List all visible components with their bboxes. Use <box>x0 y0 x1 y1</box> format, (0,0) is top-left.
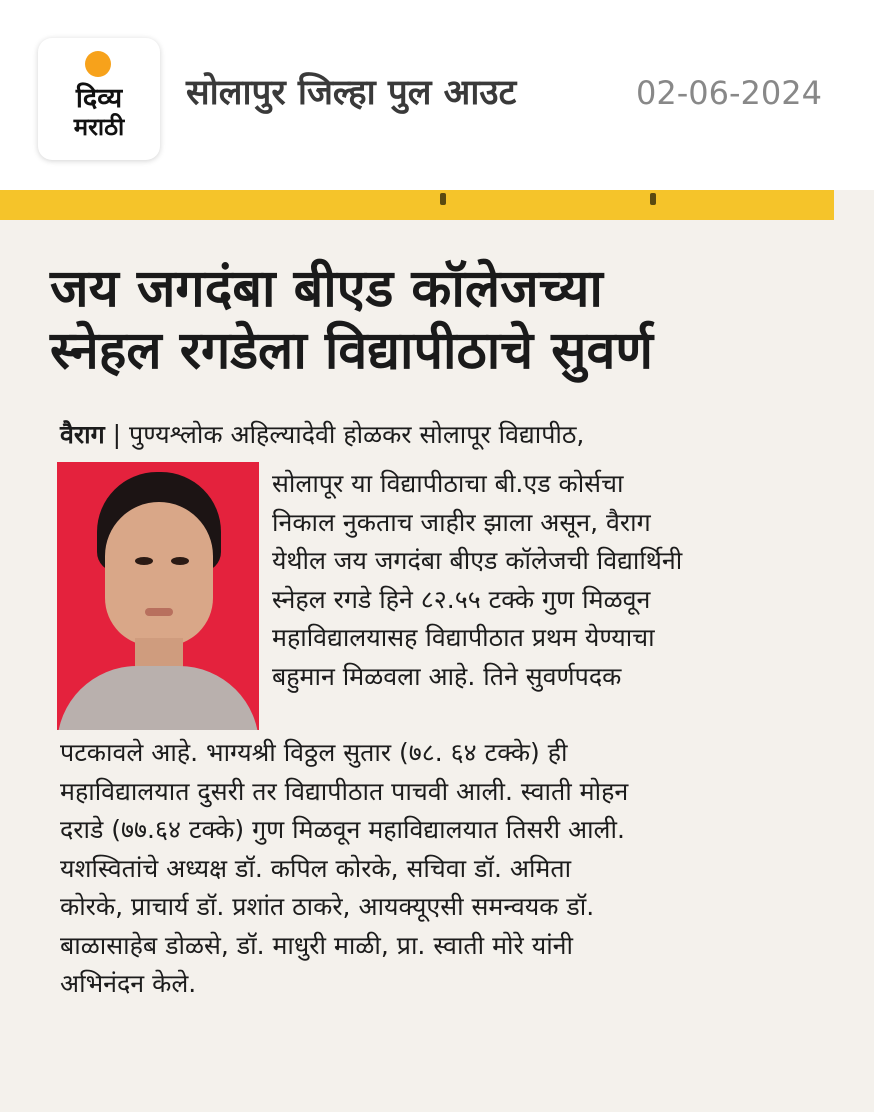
edition-date: 02-06-2024 <box>636 74 822 112</box>
body-line: पटकावले आहे. भाग्यश्री विठ्ठल सुतार (७८. ६४ टक्के) ही <box>60 738 568 767</box>
body-line: कोरके, प्राचार्य डॉ. प्रशांत ठाकरे, आयक्यूएसी समन्वयक डॉ. <box>60 892 595 921</box>
article-headline <box>50 258 840 382</box>
headline-line: जय जगदंबा बीएड कॉलेजच्या <box>50 259 603 319</box>
dateline-separator: | <box>112 420 122 449</box>
edition-title: सोलापुर जिल्हा पुल आउट <box>186 73 517 113</box>
body-line: निकाल नुकताच जाहीर झाला असून, वैराग <box>272 507 651 537</box>
body-line: बहुमान मिळवला आहे. तिने सुवर्णपदक <box>272 661 622 691</box>
body-line: स्नेहल रगडे हिने ८२.५५ टक्के गुण मिळवून <box>272 584 651 614</box>
divya-marathi-logo[interactable] <box>38 38 160 160</box>
dateline-text: पुण्यश्लोक अहिल्यादेवी होळकर सोलापूर विद्यापीठ, <box>129 420 585 449</box>
photo-eye <box>171 557 189 565</box>
article-body-full <box>60 734 842 1004</box>
article-dateline <box>60 418 840 452</box>
photo-lips <box>145 608 173 616</box>
body-line: अभिनंदन केले. <box>60 969 197 998</box>
photo-shirt <box>57 666 259 730</box>
body-line: महाविद्यालयात दुसरी तर विद्यापीठात पाचवी आली. स्वाती मोहन <box>60 776 629 806</box>
app-header <box>0 0 874 190</box>
band-mark <box>650 193 656 205</box>
band-mark <box>440 193 446 205</box>
dateline-place: वैराग <box>60 420 105 449</box>
body-line: येथील जय जगदंबा बीएड कॉलेजची विद्यार्थिनी <box>272 546 683 575</box>
article-body-column <box>272 465 842 696</box>
student-photo <box>57 462 259 730</box>
photo-eye <box>135 557 153 565</box>
headline-line: स्नेहल रगडेला विद्यापीठाचे सुवर्ण <box>50 321 653 381</box>
sun-dot-icon <box>85 51 111 77</box>
body-line: सोलापूर या विद्यापीठाचा बी.एड कोर्सचा <box>272 469 624 498</box>
body-line: यशस्वितांचे अध्यक्ष डॉ. कपिल कोरके, सचिवा डॉ. अमिता <box>60 853 572 883</box>
body-line: बाळासाहेब डोळसे, डॉ. माधुरी माळी, प्रा. स्वाती मोरे यांनी <box>60 930 574 960</box>
newspaper-clipping <box>0 190 874 1112</box>
body-line: दराडे (७७.६४ टक्के) गुण मिळवून महाविद्यालयात तिसरी आली. <box>60 815 625 844</box>
photo-face <box>105 502 213 646</box>
body-line: महाविद्यालयासह विद्यापीठात प्रथम येण्याचा <box>272 623 655 652</box>
yellow-band-divider <box>0 190 834 220</box>
logo-text-line1: दिव्य <box>75 83 123 114</box>
logo-text-line2: मराठी <box>73 113 125 141</box>
